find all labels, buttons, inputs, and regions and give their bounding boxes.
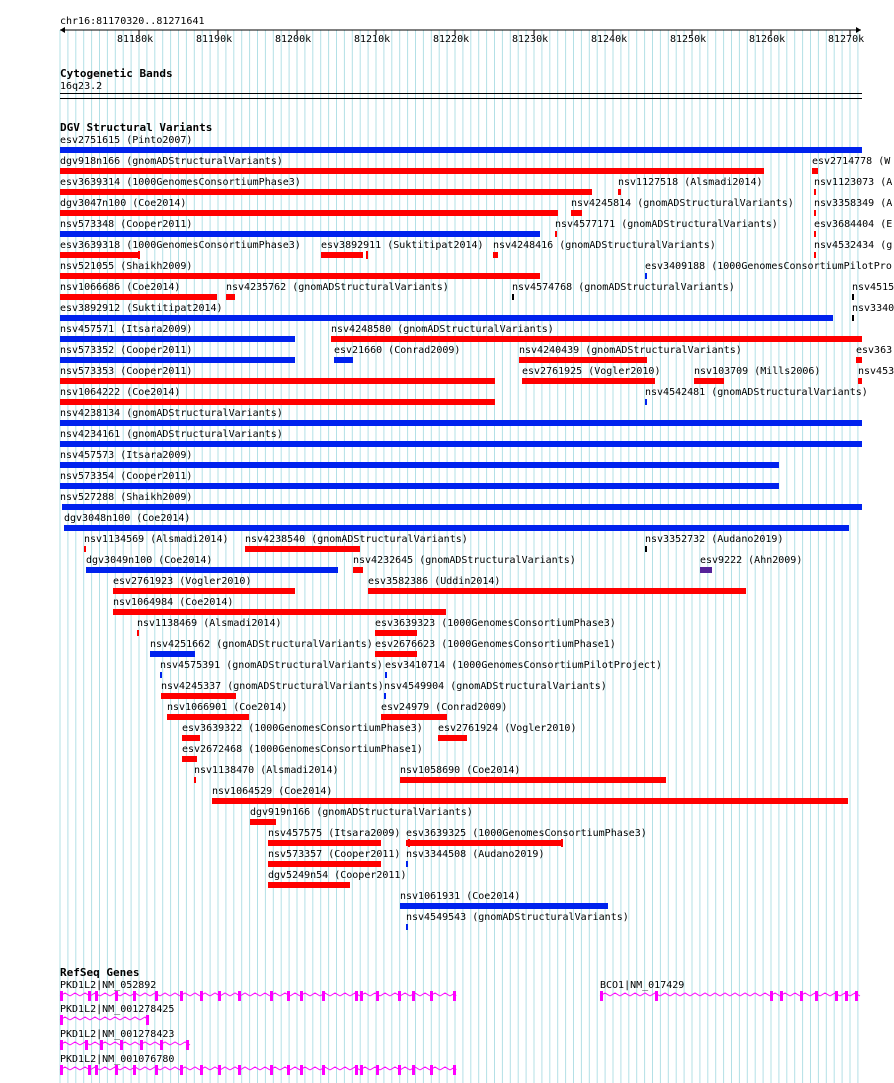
variant-feature[interactable] [60, 168, 764, 174]
variant-feature[interactable] [161, 693, 236, 699]
gene-label[interactable]: PKD1L2|NM_001278425 [60, 1004, 175, 1015]
variant-label[interactable]: esv3892911 (Suktitipat2014) [321, 240, 484, 251]
exon-block [287, 1065, 290, 1075]
variant-label[interactable]: nsv1064529 (Coe2014) [212, 786, 333, 797]
exon-block [655, 991, 658, 1001]
variant-label[interactable]: nsv4549904 (gnomADStructuralVariants) [384, 681, 607, 692]
ruler-location: chr16:81170320..81271641 [60, 16, 205, 27]
variant-label[interactable]: nsv1138470 (Alsmadi2014) [194, 765, 339, 776]
exon-block [600, 991, 603, 1001]
variant-feature[interactable] [60, 441, 862, 447]
variant-label[interactable]: nsv4240439 (gnomADStructuralVariants) [519, 345, 742, 356]
variant-feature[interactable] [438, 735, 467, 741]
variant-feature[interactable] [812, 168, 818, 174]
exon-block [855, 991, 858, 1001]
variant-label[interactable]: nsv3344508 (Audano2019) [406, 849, 545, 860]
variant-feature[interactable] [852, 315, 854, 321]
gene-model[interactable] [0, 1014, 890, 1028]
variant-label[interactable]: esv2672468 (1000GenomesConsortiumPhase1) [182, 744, 423, 755]
variant-feature[interactable] [64, 525, 849, 531]
variant-label[interactable]: esv2761924 (Vogler2010) [438, 723, 577, 734]
variant-feature[interactable] [250, 819, 276, 825]
variant-feature[interactable] [226, 294, 235, 300]
variant-label[interactable]: nsv1066901 (Coe2014) [167, 702, 288, 713]
variant-feature[interactable] [268, 840, 381, 846]
variant-label[interactable]: nsv457571 (Itsara2009) [60, 324, 193, 335]
exon-block [770, 991, 773, 1001]
variant-feature[interactable] [368, 588, 746, 594]
variant-feature[interactable] [60, 273, 540, 279]
variant-feature[interactable] [268, 882, 350, 888]
ruler-tick-label: 81260k [749, 34, 786, 45]
variant-feature[interactable] [406, 924, 408, 930]
variant-feature[interactable] [113, 588, 295, 594]
variant-feature[interactable] [522, 378, 655, 384]
variant-feature[interactable] [618, 189, 621, 195]
variant-feature[interactable] [331, 336, 862, 342]
variant-label[interactable]: nsv1058690 (Coe2014) [400, 765, 521, 776]
variant-label[interactable]: nsv521055 (Shaikh2009) [60, 261, 193, 272]
variant-feature[interactable] [60, 357, 295, 363]
exon-block [180, 1065, 183, 1075]
variant-label[interactable]: nsv4251662 (gnomADStructuralVariants) [150, 639, 373, 650]
variant-label[interactable]: nsv1138469 (Alsmadi2014) [137, 618, 282, 629]
exon-block [270, 1065, 273, 1075]
variant-label[interactable]: dgv919n166 (gnomADStructuralVariants) [250, 807, 473, 818]
variant-label[interactable]: esv3639322 (1000GenomesConsortiumPhase3) [182, 723, 423, 734]
variant-feature[interactable] [212, 798, 848, 804]
variant-feature[interactable] [60, 231, 540, 237]
variant-label[interactable]: esv3409188 (1000GenomesConsortiumPilotPro [645, 261, 892, 272]
variant-label[interactable]: esv3582386 (Uddin2014) [368, 576, 501, 587]
variant-feature[interactable] [321, 252, 363, 258]
exon-block [140, 1040, 143, 1050]
variant-label[interactable]: nsv4532434 (g [814, 240, 893, 251]
exon-block [398, 1065, 401, 1075]
variant-feature[interactable] [493, 252, 498, 258]
exon-block [120, 1040, 123, 1050]
variant-label[interactable]: nsv3358349 (A [814, 198, 893, 209]
variant-feature[interactable] [400, 777, 666, 783]
variant-label[interactable]: nsv4248580 (gnomADStructuralVariants) [331, 324, 554, 335]
variant-feature[interactable] [375, 630, 417, 636]
ruler-tick-label: 81270k [828, 34, 865, 45]
exon-block [95, 1065, 98, 1075]
exon-block [100, 1040, 103, 1050]
gene-model[interactable] [0, 1039, 890, 1053]
variant-label[interactable]: esv3639314 (1000GenomesConsortiumPhase3) [60, 177, 301, 188]
variant-label[interactable]: nsv4235762 (gnomADStructuralVariants) [226, 282, 449, 293]
exon-block [322, 1065, 325, 1075]
variant-feature[interactable] [814, 231, 816, 237]
variant-feature[interactable] [645, 399, 647, 405]
variant-label[interactable]: nsv1123073 (A [814, 177, 893, 188]
variant-end-marker [561, 839, 563, 847]
variant-label[interactable]: nsv1064222 (Coe2014) [60, 387, 181, 398]
variant-label[interactable]: esv3639318 (1000GenomesConsortiumPhase3) [60, 240, 301, 251]
variant-label[interactable]: nsv1127518 (Alsmadi2014) [618, 177, 763, 188]
exon-block [115, 1065, 118, 1075]
variant-feature[interactable] [571, 210, 582, 216]
scroll-left-icon [60, 27, 65, 33]
ruler-tick-label: 81230k [512, 34, 549, 45]
exon-block [430, 1065, 433, 1075]
variant-feature[interactable] [60, 294, 217, 300]
ruler-tick-label: 81180k [117, 34, 154, 45]
variant-label[interactable]: esv24979 (Conrad2009) [381, 702, 508, 713]
variant-feature[interactable] [60, 189, 592, 195]
variant-label[interactable]: esv2761925 (Vogler2010) [522, 366, 661, 377]
variant-feature[interactable] [182, 756, 197, 762]
variant-label[interactable]: esv2714778 (W [812, 156, 891, 167]
variant-label[interactable]: esv3639323 (1000GenomesConsortiumPhase3) [375, 618, 616, 629]
variant-feature[interactable] [400, 903, 608, 909]
variant-feature[interactable] [60, 420, 862, 426]
variant-label[interactable]: nsv4248416 (gnomADStructuralVariants) [493, 240, 716, 251]
variant-feature[interactable] [167, 714, 249, 720]
ruler-tick-label: 81210k [354, 34, 391, 45]
variant-label[interactable]: nsv573357 (Cooper2011) [268, 849, 401, 860]
variant-label[interactable]: dgv3048n100 (Coe2014) [64, 513, 191, 524]
exon-block [845, 991, 848, 1001]
variant-feature[interactable] [245, 546, 360, 552]
variant-feature[interactable] [856, 357, 862, 363]
exon-block [88, 1065, 91, 1075]
variant-feature[interactable] [852, 294, 854, 300]
variant-feature[interactable] [384, 693, 386, 699]
variant-label[interactable]: nsv4232645 (gnomADStructuralVariants) [353, 555, 576, 566]
variant-label[interactable]: nsv1061931 (Coe2014) [400, 891, 521, 902]
dgv-track-title[interactable]: DGV Structural Variants [60, 121, 213, 134]
variant-feature[interactable] [555, 231, 557, 237]
variant-label[interactable]: dgv3049n100 (Coe2014) [86, 555, 213, 566]
exon-block [412, 1065, 415, 1075]
variant-label[interactable]: nsv3340 [852, 303, 894, 314]
cytoband-track-title[interactable]: Cytogenetic Bands [60, 67, 173, 80]
variant-label[interactable]: esv2761923 (Vogler2010) [113, 576, 252, 587]
variant-feature[interactable] [406, 861, 408, 867]
variant-label[interactable]: nsv1066686 (Coe2014) [60, 282, 181, 293]
cytoband-line-bottom [60, 98, 862, 99]
ruler-tick-label: 81200k [275, 34, 312, 45]
variant-feature[interactable] [113, 609, 446, 615]
variant-label[interactable]: nsv4574768 (gnomADStructuralVariants) [512, 282, 735, 293]
variant-label[interactable]: esv3410714 (1000GenomesConsortiumPilotProject) [385, 660, 662, 671]
variant-label[interactable]: dgv3047n100 (Coe2014) [60, 198, 187, 209]
variant-feature[interactable] [60, 399, 495, 405]
variant-label[interactable]: esv21660 (Conrad2009) [334, 345, 461, 356]
variant-feature[interactable] [60, 210, 558, 216]
variant-label[interactable]: nsv453 [858, 366, 894, 377]
variant-feature[interactable] [512, 294, 514, 300]
exon-block [780, 991, 783, 1001]
variant-label[interactable]: esv2751615 (Pinto2007) [60, 135, 193, 146]
cytoband-name: 16q23.2 [60, 81, 103, 92]
scroll-right-icon [856, 27, 861, 33]
variant-label[interactable]: nsv573354 (Cooper2011) [60, 471, 193, 482]
variant-label[interactable]: dgv918n166 (gnomADStructuralVariants) [60, 156, 283, 167]
gene-label[interactable]: PKD1L2|NM_001076780 [60, 1054, 175, 1065]
variant-feature[interactable] [62, 504, 862, 510]
variant-feature[interactable] [137, 630, 139, 636]
variant-feature[interactable] [814, 189, 816, 195]
variant-label[interactable]: nsv457575 (Itsara2009) [268, 828, 401, 839]
variant-feature[interactable] [60, 336, 295, 342]
exon-block [800, 991, 803, 1001]
gene-label[interactable]: BCO1|NM_017429 [600, 980, 685, 991]
variant-feature[interactable] [375, 651, 417, 657]
variant-end-marker [366, 251, 368, 259]
variant-label[interactable]: nsv1134569 (Alsmadi2014) [84, 534, 229, 545]
variant-label[interactable]: nsv527288 (Shaikh2009) [60, 492, 193, 503]
exon-block [835, 991, 838, 1001]
variant-feature[interactable] [60, 315, 833, 321]
variant-label[interactable]: nsv4575391 (gnomADStructuralVariants) [160, 660, 383, 671]
exon-block [815, 991, 818, 1001]
variant-label[interactable]: nsv4238134 (gnomADStructuralVariants) [60, 408, 283, 419]
ruler-tick-label: 81190k [196, 34, 233, 45]
exon-block [160, 1040, 163, 1050]
exon-block [218, 1065, 221, 1075]
variant-label[interactable]: nsv4515 [852, 282, 894, 293]
variant-label[interactable]: esv2676623 (1000GenomesConsortiumPhase1) [375, 639, 616, 650]
variant-feature[interactable] [645, 546, 647, 552]
gene-label[interactable]: PKD1L2|NM_052892 [60, 980, 157, 991]
variant-feature[interactable] [86, 567, 338, 573]
variant-feature[interactable] [858, 378, 862, 384]
variant-label[interactable]: nsv573352 (Cooper2011) [60, 345, 193, 356]
exon-block [453, 1065, 456, 1075]
exon-block [200, 1065, 203, 1075]
gene-model[interactable] [0, 990, 890, 1004]
ruler-tick-label: 81250k [670, 34, 707, 45]
refseq-track-title[interactable]: RefSeq Genes [60, 966, 140, 979]
variant-label[interactable]: nsv103709 (Mills2006) [694, 366, 821, 377]
exon-block [376, 1065, 379, 1075]
exon-block [360, 1065, 363, 1075]
variant-feature[interactable] [60, 378, 495, 384]
variant-label[interactable]: dgv5249n54 (Cooper2011) [268, 870, 407, 881]
exon-block [60, 1015, 63, 1025]
variant-label[interactable]: esv363 [856, 345, 893, 356]
variant-label[interactable]: esv3892912 (Suktitipat2014) [60, 303, 223, 314]
variant-feature[interactable] [406, 840, 561, 846]
exon-block [355, 1065, 358, 1075]
variant-feature[interactable] [150, 651, 195, 657]
variant-label[interactable]: nsv573353 (Cooper2011) [60, 366, 193, 377]
ruler-tick-label: 81240k [591, 34, 628, 45]
variant-feature[interactable] [700, 567, 712, 573]
variant-feature[interactable] [194, 777, 196, 783]
exon-block [238, 1065, 241, 1075]
variant-feature[interactable] [84, 546, 86, 552]
variant-feature[interactable] [60, 147, 862, 153]
variant-feature[interactable] [60, 483, 779, 489]
gene-model[interactable] [0, 1064, 890, 1078]
variant-feature[interactable] [385, 672, 387, 678]
variant-label[interactable]: esv3639325 (1000GenomesConsortiumPhase3) [406, 828, 647, 839]
variant-feature[interactable] [381, 714, 447, 720]
exon-block [60, 1040, 63, 1050]
variant-feature[interactable] [182, 735, 200, 741]
cytoband-line-top [60, 93, 862, 94]
exon-block [60, 1065, 63, 1075]
variant-label[interactable]: nsv4549543 (gnomADStructuralVariants) [406, 912, 629, 923]
variant-feature[interactable] [645, 273, 647, 279]
variant-label[interactable]: nsv3352732 (Audano2019) [645, 534, 784, 545]
variant-feature[interactable] [268, 861, 381, 867]
variant-feature[interactable] [160, 672, 162, 678]
ruler-tick-label: 81220k [433, 34, 470, 45]
exon-block [300, 1065, 303, 1075]
variant-label[interactable]: esv9222 (Ahn2009) [700, 555, 803, 566]
exon-block [85, 1040, 88, 1050]
variant-label[interactable]: nsv4238540 (gnomADStructuralVariants) [245, 534, 468, 545]
variant-feature[interactable] [519, 357, 647, 363]
variant-feature[interactable] [60, 462, 779, 468]
variant-label[interactable]: nsv1064984 (Coe2014) [113, 597, 234, 608]
variant-label[interactable]: nsv457573 (Itsara2009) [60, 450, 193, 461]
variant-label[interactable]: esv3684404 (E [814, 219, 893, 230]
variant-feature[interactable] [814, 252, 816, 258]
variant-feature[interactable] [60, 252, 140, 258]
variant-feature[interactable] [814, 210, 816, 216]
variant-end-marker [408, 839, 410, 847]
variant-label[interactable]: nsv4577171 (gnomADStructuralVariants) [555, 219, 778, 230]
gene-label[interactable]: PKD1L2|NM_001278423 [60, 1029, 175, 1040]
exon-block [186, 1040, 189, 1050]
variant-label[interactable]: nsv4542481 (gnomADStructuralVariants) [645, 387, 868, 398]
variant-feature[interactable] [694, 378, 724, 384]
variant-end-marker [138, 251, 140, 259]
variant-label[interactable]: nsv573348 (Cooper2011) [60, 219, 193, 230]
variant-feature[interactable] [334, 357, 353, 363]
variant-label[interactable]: nsv4234161 (gnomADStructuralVariants) [60, 429, 283, 440]
variant-feature[interactable] [353, 567, 363, 573]
exon-block [155, 1065, 158, 1075]
variant-label[interactable]: nsv4245337 (gnomADStructuralVariants) [161, 681, 384, 692]
variant-label[interactable]: nsv4245814 (gnomADStructuralVariants) [571, 198, 794, 209]
exon-block [146, 1015, 149, 1025]
exon-block [133, 1065, 136, 1075]
